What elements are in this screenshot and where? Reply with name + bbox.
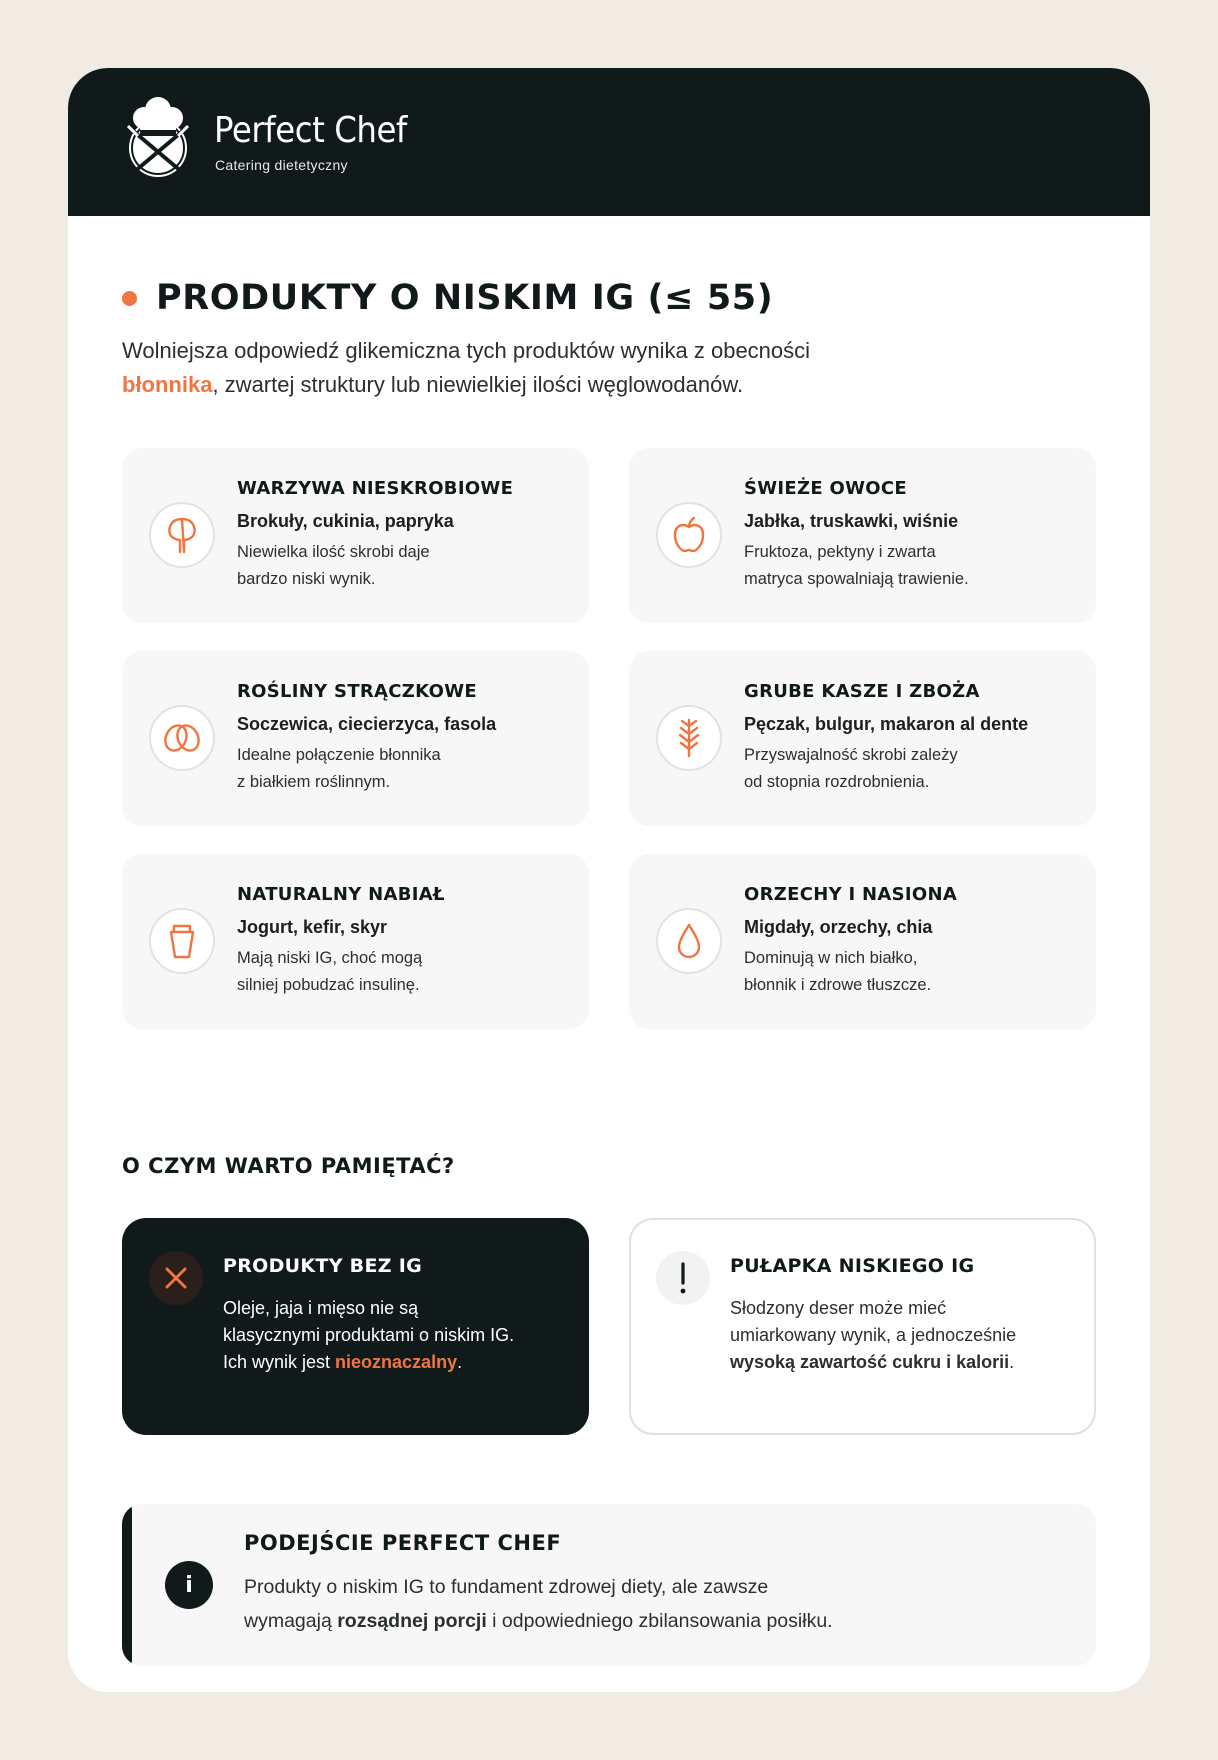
category-items: Jabłka, truskawki, wiśnie — [744, 511, 959, 531]
callout-line: wymagają — [244, 1610, 338, 1632]
note-highlight: nieoznaczalny — [335, 1352, 458, 1372]
category-description — [237, 742, 567, 796]
description-line: Niewielka ilość skrobi daje — [237, 543, 430, 561]
description-line: silniej pobudzać insulinę. — [237, 976, 420, 994]
note-line: Słodzony deser może mieć — [730, 1298, 947, 1318]
description-line: z białkiem roślinnym. — [237, 773, 391, 791]
description-line: od stopnia rozdrobnienia. — [744, 773, 930, 791]
note-line: umiarkowany wynik, a jednocześnie — [730, 1325, 1017, 1345]
description-line: błonnik i zdrowe tłuszcze. — [744, 976, 932, 994]
category-items: Migdały, orzechy, chia — [744, 917, 933, 937]
section-title: PRODUKTY O NISKIM IG (≤ 55) — [156, 278, 774, 318]
nut-icon — [656, 908, 722, 974]
note-body — [730, 1295, 1070, 1376]
description-line: Dominują w nich białko, — [744, 949, 918, 967]
note-highlight: wysoką zawartość cukru i kalorii — [730, 1352, 1010, 1372]
yogurt-cup-icon — [149, 908, 215, 974]
callout-emphasis: rozsądnej porcji — [337, 1610, 487, 1632]
category-title: ROŚLINY STRĄCZKOWE — [237, 681, 477, 702]
category-description — [744, 742, 1074, 796]
cross-icon — [149, 1251, 203, 1305]
approach-callout — [122, 1504, 1096, 1666]
note-line: Oleje, jaja i mięso nie są — [223, 1298, 419, 1318]
note-title: PRODUKTY BEZ IG — [223, 1255, 422, 1277]
category-card — [629, 651, 1096, 826]
description-line: Idealne połączenie błonnika — [237, 746, 441, 764]
grain-icon — [656, 705, 722, 771]
vegetable-icon — [149, 502, 215, 568]
intro-text-part2: , zwartej struktury lub niewielkiej ilości węglowodanów. — [212, 372, 744, 397]
intro-highlight: błonnika — [122, 372, 213, 397]
title-bullet — [122, 291, 137, 306]
note-line: Ich wynik jest — [223, 1352, 336, 1372]
description-line: matryca spowalniają trawienie. — [744, 570, 969, 588]
note-line-end: . — [457, 1352, 463, 1372]
category-items: Soczewica, ciecierzyca, fasola — [237, 714, 497, 734]
category-items: Pęczak, bulgur, makaron al dente — [744, 714, 1029, 734]
info-icon: i — [165, 1561, 213, 1609]
note-card-no-ig — [122, 1218, 589, 1435]
category-title: GRUBE KASZE I ZBOŻA — [744, 681, 980, 702]
section-intro — [122, 334, 882, 402]
callout-line-end: i odpowiedniego zbilansowania posiłku. — [486, 1610, 833, 1632]
category-card — [122, 448, 589, 623]
category-card — [122, 854, 589, 1029]
apple-icon — [656, 502, 722, 568]
category-description — [744, 539, 1074, 593]
note-body — [223, 1295, 563, 1376]
exclamation-icon — [656, 1251, 710, 1305]
description-line: Przyswajalność skrobi zależy — [744, 746, 958, 764]
category-card — [122, 651, 589, 826]
category-description — [237, 539, 567, 593]
chef-logo-icon — [120, 96, 196, 180]
note-line-end: . — [1009, 1352, 1015, 1372]
callout-accent-bar — [122, 1504, 132, 1666]
category-items: Jogurt, kefir, skyr — [237, 917, 388, 937]
intro-text-part1: Wolniejsza odpowiedź glikemiczna tych produktów wynika z obecności — [122, 338, 811, 363]
brand-name: Perfect Chef — [214, 110, 407, 151]
remember-heading: O CZYM WARTO PAMIĘTAĆ? — [122, 1154, 455, 1178]
category-items: Brokuły, cukinia, papryka — [237, 511, 454, 531]
callout-title: PODEJŚCIE PERFECT CHEF — [244, 1531, 562, 1555]
note-card-low-ig-trap — [629, 1218, 1096, 1435]
category-description — [237, 945, 567, 999]
description-line: bardzo niski wynik. — [237, 570, 376, 588]
category-card — [629, 448, 1096, 623]
brand-tagline: Catering dietetyczny — [215, 157, 348, 173]
note-title: PUŁAPKA NISKIEGO IG — [730, 1255, 975, 1277]
category-title: NATURALNY NABIAŁ — [237, 884, 445, 905]
callout-line: Produkty o niskim IG to fundament zdrowej diety, ale zawsze — [244, 1576, 769, 1598]
category-title: WARZYWA NIESKROBIOWE — [237, 478, 514, 499]
description-line: Mają niski IG, choć mogą — [237, 949, 423, 967]
category-card — [629, 854, 1096, 1029]
description-line: Fruktoza, pektyny i zwarta — [744, 543, 936, 561]
callout-body — [244, 1570, 1044, 1638]
category-description — [744, 945, 1074, 999]
note-line: klasycznymi produktami o niskim IG. — [223, 1325, 515, 1345]
infographic-card — [68, 68, 1150, 1692]
legume-icon — [149, 705, 215, 771]
category-title: ŚWIEŻE OWOCE — [744, 478, 907, 499]
category-title: ORZECHY I NASIONA — [744, 884, 958, 905]
header — [68, 68, 1150, 216]
section-title-row — [122, 278, 773, 318]
